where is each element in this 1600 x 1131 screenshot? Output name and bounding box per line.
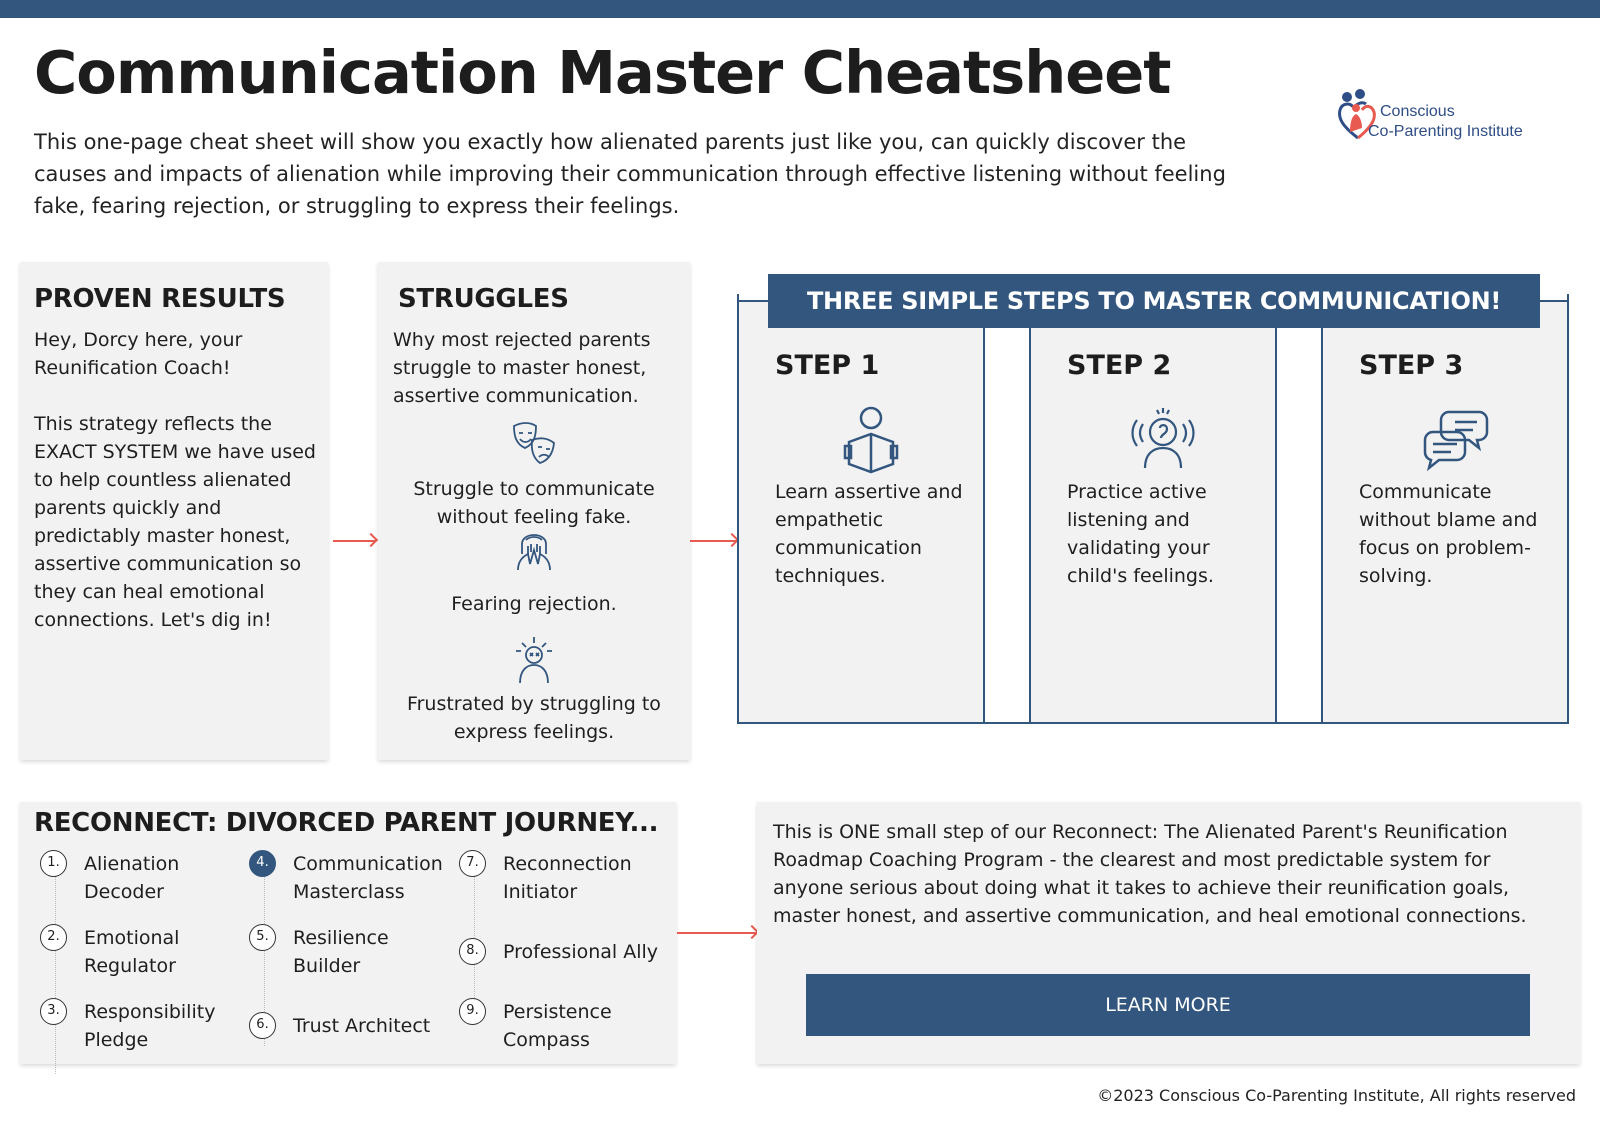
theater-masks-icon (508, 420, 560, 472)
journey-number: 8. (459, 938, 486, 965)
learn-more-button[interactable]: LEARN MORE (806, 974, 1530, 1036)
program-description: This is ONE small step of our Reconnect: The Alienated Parent's Reunification Roadmap Coaching Program - the clearest and most predictable system for anyone serious about doing what it takes to achieve their reunification goals, master honest, and assertive communication, and heal emotional connections. (773, 821, 1527, 927)
steps-banner: THREE SIMPLE STEPS TO MASTER COMMUNICATION! (768, 274, 1540, 328)
journey-heading: RECONNECT: DIVORCED PARENT JOURNEY... (34, 808, 659, 838)
journey-number: 5. (249, 924, 276, 951)
journey-label: Communication Masterclass (293, 853, 443, 903)
journey-label: Persistence Compass (503, 1001, 612, 1051)
proven-results-heading: PROVEN RESULTS (34, 284, 286, 314)
person-reading-icon (835, 404, 907, 476)
top-accent-bar (0, 0, 1600, 18)
active-listening-icon (1127, 404, 1199, 476)
journey-number: 2. (40, 924, 67, 951)
logo-line-2: Co-Parenting Institute (1368, 123, 1523, 140)
struggles-intro: Why most rejected parents struggle to master honest, assertive communication. (393, 329, 651, 407)
journey-connector (55, 876, 56, 1074)
step-text: Communicate without blame and focus on problem-solving. (1359, 481, 1538, 587)
journey-number: 1. (40, 850, 67, 877)
journey-number: 3. (40, 998, 67, 1025)
program-cta-panel (757, 802, 1580, 1064)
step-text: Practice active listening and validating your child's feelings. (1067, 481, 1214, 587)
chat-bubbles-icon (1419, 404, 1491, 476)
page-title: Communication Master Cheatsheet (34, 38, 1171, 107)
step-text: Learn assertive and empathetic communication techniques. (775, 481, 963, 587)
copyright-footer: ©2023 Conscious Co-Parenting Institute, All rights reserved (1097, 1086, 1576, 1105)
journey-number: 6. (249, 1012, 276, 1039)
proven-body: This strategy reflects the EXACT SYSTEM we have used to help countless alienated parents quickly and predictably master honest, assertive communication so they can heal emotional connections. Let's dig in! (34, 413, 316, 631)
journey-label: Responsibility Pledge (84, 1001, 216, 1051)
journey-label: Professional Ally (503, 941, 659, 963)
struggle-item-text: Frustrated by struggling to express feelings. (407, 693, 661, 743)
journey-label: Resilience Builder (293, 927, 389, 977)
proven-results-panel (20, 262, 328, 760)
arrow-to-cta (677, 932, 756, 934)
step-card-2 (1029, 300, 1277, 724)
journey-label: Trust Architect (293, 1015, 431, 1037)
arrow-to-steps (690, 540, 736, 542)
logo-text (1368, 102, 1523, 142)
journey-label: Emotional Regulator (84, 927, 180, 977)
arrow-to-struggles (333, 540, 375, 542)
step-title: STEP 3 (1359, 350, 1464, 381)
intro-paragraph: This one-page cheat sheet will show you exactly how alienated parents just like you, can quickly discover the causes and impacts of alienation while improving their communication through effective listening without feeling fake, fearing rejection, or struggling to express their feelings. (34, 130, 1226, 218)
step-card-3 (1321, 300, 1569, 724)
institute-logo (1336, 88, 1566, 148)
step-title: STEP 2 (1067, 350, 1172, 381)
proven-greeting: Hey, Dorcy here, your Reunification Coach! (34, 329, 243, 379)
journey-number: 9. (459, 998, 486, 1025)
journey-label: Alienation Decoder (84, 853, 180, 903)
struggles-panel (378, 262, 690, 760)
frustrated-person-icon (508, 635, 560, 687)
proven-results-text (34, 326, 324, 634)
logo-line-1: Conscious (1380, 103, 1455, 120)
covering-face-icon (508, 524, 560, 576)
journey-number: 7. (459, 850, 486, 877)
struggle-item-text: Fearing rejection. (451, 593, 617, 615)
struggle-item-text: Struggle to communicate without feeling fake. (413, 478, 655, 528)
journey-label: Reconnection Initiator (503, 853, 632, 903)
struggles-heading: STRUGGLES (398, 284, 569, 314)
step-card-1 (737, 300, 985, 724)
journey-panel (20, 802, 676, 1064)
journey-number-active: 4. (249, 850, 276, 877)
step-title: STEP 1 (775, 350, 880, 381)
